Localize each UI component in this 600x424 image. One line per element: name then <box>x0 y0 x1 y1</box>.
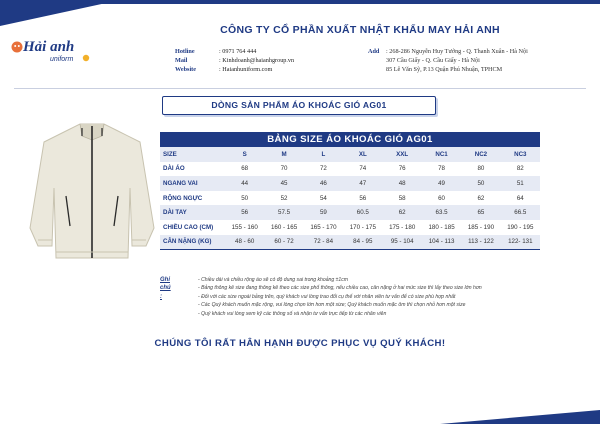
row-label: DÀI TAY <box>160 205 225 220</box>
table-cell: 48 - 60 <box>225 235 264 250</box>
table-row <box>160 191 540 206</box>
corner-decoration-top <box>0 0 120 26</box>
row-label: CHIỀU CAO (CM) <box>160 220 225 235</box>
table-cell: 62 <box>383 205 422 220</box>
table-cell: 49 <box>422 176 461 191</box>
table-cell: 72 <box>304 162 343 177</box>
size-header-cell: NC1 <box>422 147 461 162</box>
address-info <box>368 47 528 75</box>
contact-info <box>175 47 294 75</box>
size-header-label: SIZE <box>160 147 225 162</box>
table-cell: 76 <box>383 162 422 177</box>
note-item: - Bảng thông kê size đang thông kê theo các size phổ thông, nếu chiều cao, cân nặng ở hai mức size thì lấy theo size lớn hơn <box>198 285 482 292</box>
table-cell: 82 <box>501 162 540 177</box>
table-cell: 155 - 160 <box>225 220 264 235</box>
contact-website <box>175 65 294 74</box>
address-lines <box>386 47 528 75</box>
table-cell: 122- 131 <box>501 235 540 250</box>
table-cell: 50 <box>225 191 264 206</box>
table-cell: 190 - 195 <box>501 220 540 235</box>
contact-value: : Kinhdoanh@haianhgroup.vn <box>219 57 295 65</box>
size-header-cell: M <box>264 147 303 162</box>
table-cell: 62 <box>461 191 500 206</box>
table-cell: 60.5 <box>343 205 382 220</box>
table-row <box>160 235 540 250</box>
address-line: 85 Lê Văn Sỹ, P.13 Quận Phú Nhuận, TPHCM <box>386 66 503 74</box>
table-cell: 72 - 84 <box>304 235 343 250</box>
table-cell: 165 - 170 <box>304 220 343 235</box>
note-item: - Đối với các size ngoài bảng trên, quý khách vui lòng trao đổi cụ thể với nhân viên tư vấn để có size phù hợp nhất <box>198 293 456 300</box>
table-cell: 44 <box>225 176 264 191</box>
table-cell: 59 <box>304 205 343 220</box>
table-cell: 160 - 165 <box>264 220 303 235</box>
size-header-cell: NC2 <box>461 147 500 162</box>
contact-mail <box>175 56 294 65</box>
note-item: - Chiều dài và chiều rộng áo sẽ có độ dung sai trong khoảng ±1cm <box>198 277 349 283</box>
contact-hotline <box>175 47 294 56</box>
size-header-cell: XXL <box>383 147 422 162</box>
row-label: DÀI ÁO <box>160 162 225 177</box>
table-cell: 65 <box>461 205 500 220</box>
notes-list <box>198 276 578 318</box>
company-name: CÔNG TY CỔ PHẦN XUẤT NHẬT KHẨU MAY HẢI ANH <box>220 24 500 36</box>
table-cell: 64 <box>501 191 540 206</box>
table-cell: 180 - 185 <box>422 220 461 235</box>
size-table-title: BẢNG SIZE ÁO KHOÁC GIÓ AG01 <box>160 132 540 147</box>
brand-logo <box>10 32 94 66</box>
table-cell: 68 <box>225 162 264 177</box>
row-label: NGANG VAI <box>160 176 225 191</box>
table-cell: 84 - 95 <box>343 235 382 250</box>
table-cell: 48 <box>383 176 422 191</box>
product-title-banner <box>162 96 436 115</box>
note-item: - Quý khách vui lòng xem kỹ các thông số và nhận tư vấn trực tiếp từ các nhân viên <box>198 310 387 317</box>
size-table-title-row <box>160 132 540 147</box>
address-line: 307 Cầu Giấy - Q. Cầu Giấy - Hà Nội <box>386 57 480 65</box>
address-line: : 268-286 Nguyễn Huy Tưởng - Q. Thanh Xuân - Hà Nội <box>386 48 528 55</box>
contact-label: Website <box>175 66 196 74</box>
table-cell: 70 <box>264 162 303 177</box>
contact-value: : Haianhuniform.com <box>219 66 273 74</box>
product-title: DÒNG SẢN PHẨM ÁO KHOÁC GIÓ AG01 <box>211 100 387 110</box>
table-cell: 46 <box>304 176 343 191</box>
table-cell: 104 - 113 <box>422 235 461 250</box>
table-cell: 60 - 72 <box>264 235 303 250</box>
size-header-cell: L <box>304 147 343 162</box>
table-cell: 56 <box>225 205 264 220</box>
size-header-cell: NC3 <box>501 147 540 162</box>
table-cell: 66.5 <box>501 205 540 220</box>
footer-message: CHÚNG TÔI RẤT HÂN HẠNH ĐƯỢC PHỤC VỤ QUÝ KHÁCH! <box>154 338 446 349</box>
table-cell: 74 <box>343 162 382 177</box>
table-row <box>160 176 540 191</box>
table-cell: 175 - 180 <box>383 220 422 235</box>
table-cell: 56 <box>343 191 382 206</box>
table-cell: 95 - 104 <box>383 235 422 250</box>
table-cell: 63.5 <box>422 205 461 220</box>
table-row <box>160 162 540 177</box>
size-header-cell: XL <box>343 147 382 162</box>
table-cell: 57.5 <box>264 205 303 220</box>
logo-text-main: Hải anh <box>23 39 75 55</box>
table-cell: 54 <box>304 191 343 206</box>
size-header-row <box>160 147 540 162</box>
table-cell: 50 <box>461 176 500 191</box>
contact-label: Hotline <box>175 48 195 55</box>
notes-label: Ghi chú : <box>160 277 171 300</box>
size-header-cell: S <box>225 147 264 162</box>
table-cell: 113 - 122 <box>461 235 500 250</box>
table-cell: 51 <box>501 176 540 191</box>
table-cell: 185 - 190 <box>461 220 500 235</box>
table-cell: 45 <box>264 176 303 191</box>
size-chart-table <box>160 132 540 250</box>
table-cell: 58 <box>383 191 422 206</box>
contact-label: Mail <box>175 57 188 65</box>
jacket-image <box>22 118 162 266</box>
corner-decoration-bottom <box>440 410 600 424</box>
row-label: CÂN NẶNG (KG) <box>160 235 225 250</box>
table-cell: 47 <box>343 176 382 191</box>
table-cell: 52 <box>264 191 303 206</box>
header-divider <box>14 88 586 89</box>
table-row <box>160 220 540 235</box>
table-cell: 170 - 175 <box>343 220 382 235</box>
table-row <box>160 205 540 220</box>
address-label: Add <box>368 48 380 55</box>
table-cell: 78 <box>422 162 461 177</box>
row-label: RỘNG NGỰC <box>160 191 225 206</box>
contact-value: : 0971 764 444 <box>219 48 257 55</box>
table-cell: 60 <box>422 191 461 206</box>
note-item: - Các Quý khách muốn mặc rộng, vui lòng chọn lớn hơn một size; Quý khách muốn mặc ôm thì chọn nhỏ hơn một size <box>198 302 466 309</box>
logo-text-sub: uniform <box>50 56 74 63</box>
table-cell: 80 <box>461 162 500 177</box>
